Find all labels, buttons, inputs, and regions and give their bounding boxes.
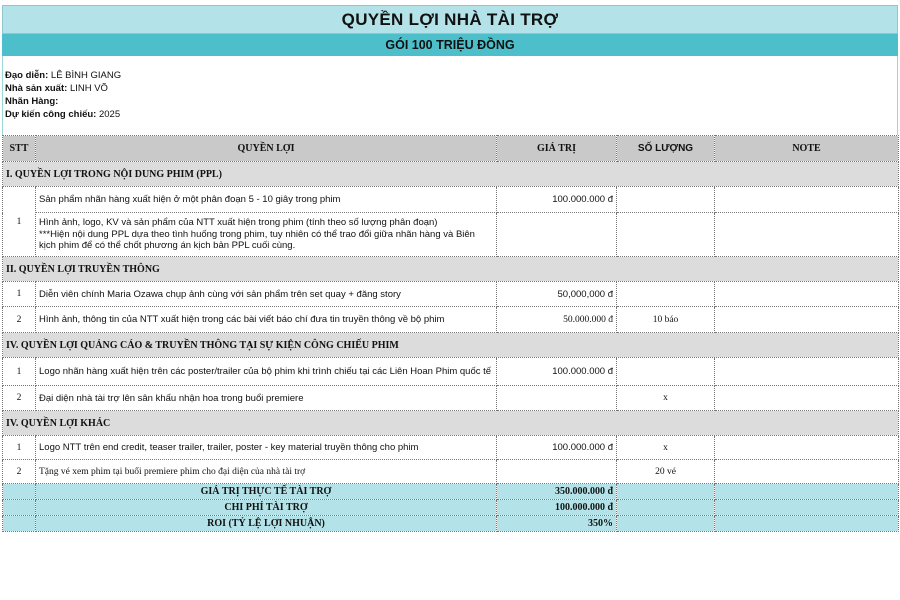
row-value bbox=[497, 460, 617, 484]
producer-line bbox=[5, 82, 897, 95]
row-stt: 2 bbox=[3, 460, 36, 484]
table-row bbox=[3, 386, 899, 411]
table-header-row bbox=[3, 136, 899, 162]
row-quantity bbox=[617, 282, 715, 307]
release-line bbox=[5, 108, 897, 121]
row-stt: 2 bbox=[3, 386, 36, 411]
row-benefit: Đại diện nhà tài trợ lên sân khấu nhận hoa trong buổi premiere bbox=[36, 386, 497, 411]
total-note-cell bbox=[715, 500, 899, 516]
brand-line bbox=[5, 95, 897, 108]
section-title: IV. QUYỀN LỢI KHÁC bbox=[3, 411, 899, 436]
row-benefit: Logo NTT trên end credit, teaser trailer, trailer, poster - key material truyền thông cho phim bbox=[36, 436, 497, 460]
row-value bbox=[497, 386, 617, 411]
row-benefit: Diễn viên chính Maria Ozawa chụp ảnh cùng với sản phẩm trên set quay + đăng story bbox=[36, 282, 497, 307]
brand-label: Nhãn Hàng: bbox=[5, 96, 59, 107]
row-benefit: Hình ảnh, thông tin của NTT xuất hiện trong các bài viết báo chí đưa tin truyền thông về bộ phim bbox=[36, 307, 497, 333]
producer-label: Nhà sản xuất: bbox=[5, 83, 68, 94]
benefits-table bbox=[2, 135, 899, 532]
row-note bbox=[715, 187, 899, 213]
row-value: 100.000.000 đ bbox=[497, 436, 617, 460]
row-value: 100.000.000 đ bbox=[497, 358, 617, 386]
row-quantity bbox=[617, 358, 715, 386]
table-row bbox=[3, 358, 899, 386]
total-label: GIÁ TRỊ THỰC TẾ TÀI TRỢ bbox=[36, 484, 497, 500]
film-info bbox=[2, 56, 898, 135]
column-header-value: GIÁ TRỊ bbox=[497, 136, 617, 162]
release-value: 2025 bbox=[98, 109, 121, 120]
total-stt-cell bbox=[3, 500, 36, 516]
director-label: Đạo diễn: bbox=[5, 70, 49, 81]
row-note bbox=[715, 436, 899, 460]
total-stt-cell bbox=[3, 484, 36, 500]
total-stt-cell bbox=[3, 516, 36, 532]
row-note bbox=[715, 386, 899, 411]
table-row bbox=[3, 282, 899, 307]
total-value: 350% bbox=[497, 516, 617, 532]
total-note-cell bbox=[715, 484, 899, 500]
table-row bbox=[3, 307, 899, 333]
row-stt: 1 bbox=[3, 436, 36, 460]
table-row bbox=[3, 460, 899, 484]
column-header-quantity: SỐ LƯỢNG bbox=[617, 136, 715, 162]
total-value: 350.000.000 đ bbox=[497, 484, 617, 500]
row-benefit: Sản phẩm nhãn hàng xuất hiện ở một phân đoạn 5 - 10 giây trong phim bbox=[36, 187, 497, 213]
section-header-row bbox=[3, 333, 899, 358]
row-stt: 1 bbox=[3, 282, 36, 307]
row-note bbox=[715, 282, 899, 307]
director-line bbox=[5, 69, 897, 82]
column-header-note: NOTE bbox=[715, 136, 899, 162]
total-quantity-cell bbox=[617, 516, 715, 532]
document-title: QUYỀN LỢI NHÀ TÀI TRỢ bbox=[2, 5, 898, 34]
row-value bbox=[497, 213, 617, 257]
row-benefit: Tặng vé xem phim tại buổi premiere phim cho đại diện của nhà tài trợ bbox=[36, 460, 497, 484]
column-header-benefit: QUYỀN LỢI bbox=[36, 136, 497, 162]
section-header-row bbox=[3, 257, 899, 282]
section-title: II. QUYỀN LỢI TRUYỀN THÔNG bbox=[3, 257, 899, 282]
row-note bbox=[715, 460, 899, 484]
section-title: IV. QUYỀN LỢI QUẢNG CÁO & TRUYỀN THÔNG TẠI SỰ KIỆN CÔNG CHIẾU PHIM bbox=[3, 333, 899, 358]
total-note-cell bbox=[715, 516, 899, 532]
total-quantity-cell bbox=[617, 484, 715, 500]
total-row-actual-value bbox=[3, 484, 899, 500]
row-value: 100.000.000 đ bbox=[497, 187, 617, 213]
table-row bbox=[3, 213, 899, 257]
row-quantity: x bbox=[617, 436, 715, 460]
row-note bbox=[715, 358, 899, 386]
director-value: LÊ BÌNH GIANG bbox=[50, 70, 122, 81]
row-quantity: 20 vé bbox=[617, 460, 715, 484]
row-quantity bbox=[617, 213, 715, 257]
total-row-cost bbox=[3, 500, 899, 516]
total-quantity-cell bbox=[617, 500, 715, 516]
row-note bbox=[715, 307, 899, 333]
row-note bbox=[715, 213, 899, 257]
table-row bbox=[3, 436, 899, 460]
total-label: CHI PHÍ TÀI TRỢ bbox=[36, 500, 497, 516]
section-header-row bbox=[3, 162, 899, 187]
package-title: GÓI 100 TRIỆU ĐỒNG bbox=[2, 34, 898, 56]
total-row-roi bbox=[3, 516, 899, 532]
section-header-row bbox=[3, 411, 899, 436]
row-stt: 2 bbox=[3, 307, 36, 333]
row-quantity bbox=[617, 187, 715, 213]
section-title: I. QUYỀN LỢI TRONG NỘI DUNG PHIM (PPL) bbox=[3, 162, 899, 187]
total-label: ROI (TỶ LỆ LỢI NHUẬN) bbox=[36, 516, 497, 532]
release-label: Dự kiến công chiếu: bbox=[5, 109, 97, 120]
row-quantity: x bbox=[617, 386, 715, 411]
sponsorship-sheet bbox=[2, 5, 898, 532]
row-value: 50,000,000 đ bbox=[497, 282, 617, 307]
producer-value: LINH VÕ bbox=[69, 83, 108, 94]
table-row bbox=[3, 187, 899, 213]
row-stt: 1 bbox=[3, 187, 36, 257]
row-benefit: Hình ảnh, logo, KV và sản phẩm của NTT xuất hiện trong phim (tính theo số lượng phân đoạn) ***Hiện nội dung PPL dựa theo tình huống trong phim, tuy nhiên có thể trao đổi giữa nhãn hàng và Biên kịch phim để có thể chốt phương án kịch bản PPL cuối cùng. bbox=[36, 213, 497, 257]
row-benefit: Logo nhãn hàng xuất hiện trên các poster/trailer của bộ phim khi trình chiếu tại các Liên Hoan Phim quốc tế bbox=[36, 358, 497, 386]
total-value: 100.000.000 đ bbox=[497, 500, 617, 516]
row-value: 50.000.000 đ bbox=[497, 307, 617, 333]
column-header-stt: STT bbox=[3, 136, 36, 162]
row-quantity: 10 báo bbox=[617, 307, 715, 333]
row-stt: 1 bbox=[3, 358, 36, 386]
